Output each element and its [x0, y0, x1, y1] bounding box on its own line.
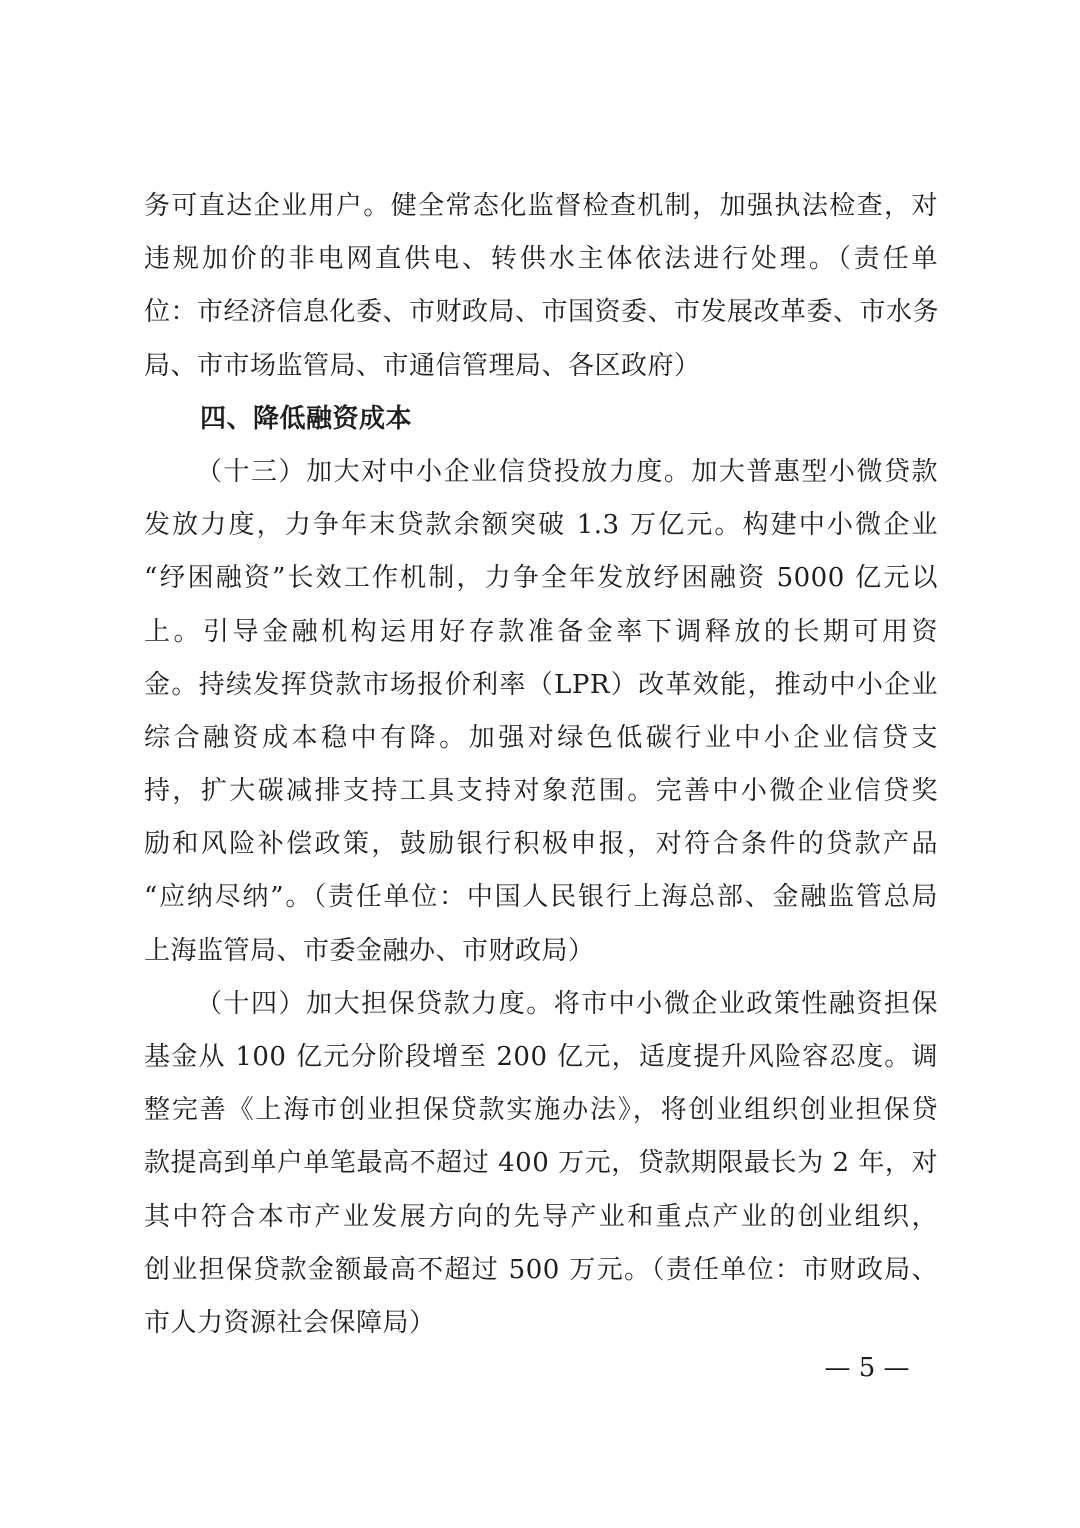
paragraph-continued — [144, 180, 938, 393]
text-line: 局、市市场监管局、市通信管理局、各区政府） — [144, 350, 701, 381]
section-heading: 四、降低融资成本 — [200, 403, 413, 434]
text-line: “应纳尽纳”。（责任单位：中国人民银行上海总部、金融监管总局 — [144, 882, 938, 913]
text-line: （十三）加大对中小企业信贷投放力度。加大普惠型小微贷款 — [196, 456, 938, 487]
text-line: 其中符合本市产业发展方向的先导产业和重点产业的创业组织， — [144, 1201, 938, 1232]
text-line: 务可直达企业用户。健全常态化监督检查机制，加强执法检查，对 — [144, 191, 938, 221]
text-line: 基金从 100 亿元分阶段增至 200 亿元，适度提升风险容忍度。调 — [144, 1042, 938, 1072]
text-line: 创业担保贷款金额最高不超过 500 万元。（责任单位：市财政局、 — [144, 1254, 938, 1285]
text-line: （十四）加大担保贷款力度。将市中小微企业政策性融资担保 — [196, 988, 938, 1019]
text-line: 上海监管局、市委金融办、市财政局） — [144, 935, 595, 966]
text-line: 整完善《上海市创业担保贷款实施办法》，将创业组织创业担保贷 — [144, 1095, 938, 1126]
text-line: 位：市经济信息化委、市财政局、市国资委、市发展改革委、市水务 — [144, 297, 940, 328]
text-line: 综合融资成本稳中有降。加强对绿色低碳行业中小企业信贷支 — [144, 722, 938, 753]
text-line: 金。持续发挥贷款市场报价利率（LPR）改革效能，推动中小企业 — [144, 669, 938, 700]
text-line: 违规加价的非电网直供电、转供水主体依法进行处理。（责任单 — [144, 244, 938, 275]
text-line: “纾困融资”长效工作机制，力争全年发放纾困融资 5000 亿元以 — [144, 563, 938, 594]
text-line: 市人力资源社会保障局） — [144, 1307, 436, 1338]
page-number: — 5 — — [824, 1353, 910, 1383]
text-line: 持，扩大碳减排支持工具支持对象范围。完善中小微企业信贷奖 — [144, 776, 938, 807]
document-body — [144, 180, 938, 1350]
text-line: 励和风险补偿政策，鼓励银行积极申报，对符合条件的贷款产品 — [144, 829, 938, 860]
text-line: 发放力度，力争年末贷款余额突破 1.3 万亿元。构建中小微企业 — [144, 510, 938, 541]
paragraph-14 — [144, 978, 938, 1350]
text-line: 款提高到单户单笔最高不超过 400 万元，贷款期限最长为 2 年，对 — [144, 1148, 938, 1179]
paragraph-13 — [144, 446, 938, 978]
text-line: 上。引导金融机构运用好存款准备金率下调释放的长期可用资 — [144, 616, 938, 647]
